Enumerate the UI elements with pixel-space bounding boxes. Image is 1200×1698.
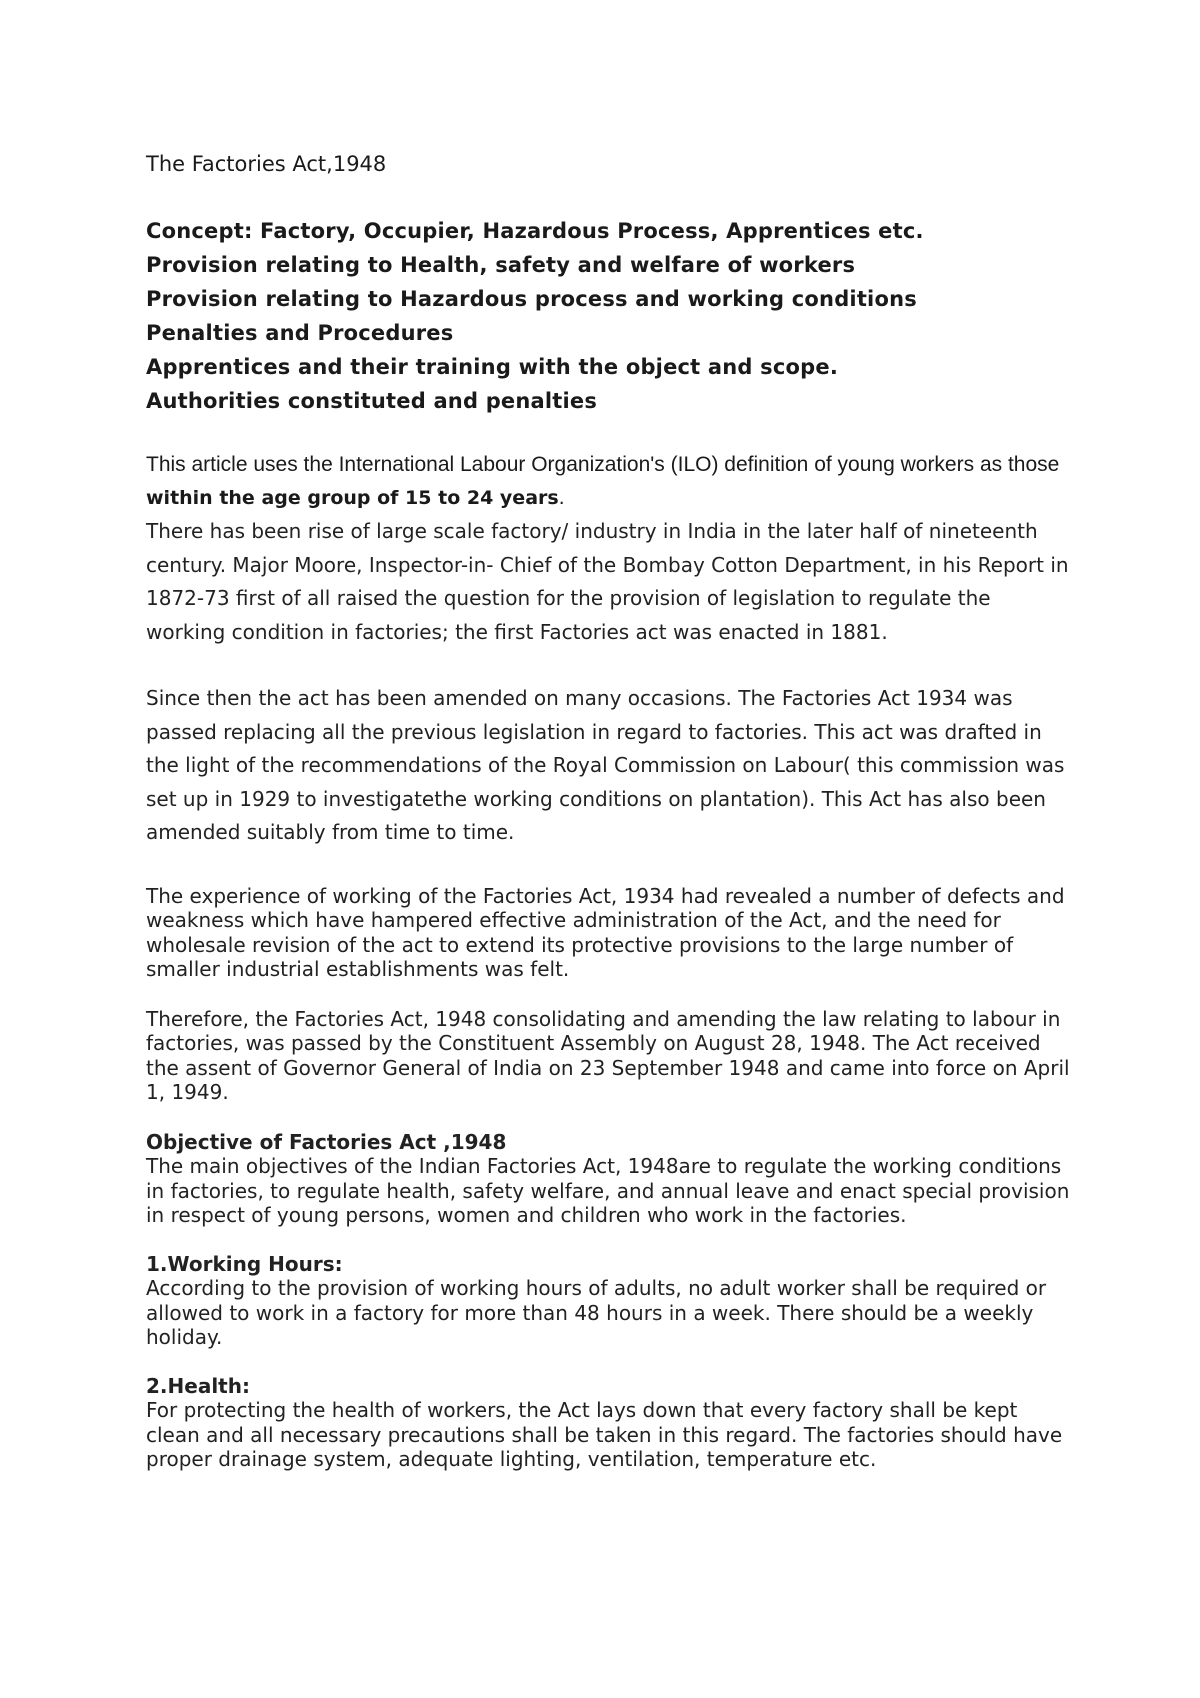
history-paragraph: There has been rise of large scale factory/ industry in India in the later half of nineteenth century. Major Moore, Inspector-in- Chief of the Bombay Cotton Department, in his Report in 1872-73 first of all raised the question for the provision of legislation to regulate the working condition in factories; the first Factories act was enacted in 1881. (146, 519, 1069, 644)
objective-text: The main objectives of the Indian Factories Act, 1948are to regulate the working conditions in factories, to regulate health, safety welfare, and annual leave and enact special provision in respect of young persons, women and children who work in the factories. (146, 1154, 1070, 1227)
ilo-definition-paragraph (146, 448, 1076, 515)
topic-item: Apprentices and their training with the object and scope. (146, 355, 839, 379)
document-title: The Factories Act,1948 (146, 152, 387, 176)
health-heading: 2.Health: (146, 1373, 250, 1398)
topic-item: Concept: Factory, Occupier, Hazardous Process, Apprentices etc. (146, 219, 924, 243)
objective-heading: Objective of Factories Act ,1948 (146, 1129, 507, 1154)
therefore-paragraph: Therefore, the Factories Act, 1948 consolidating and amending the law relating to labour in factories, was passed by the Constituent Assembly on August 28, 1948. The Act received the assent of Governor General of India on 23 September 1948 and came into force on April 1, 1949. (146, 1006, 1070, 1104)
working-hours-text: According to the provision of working hours of adults, no adult worker shall be required or allowed to work in a factory for more than 48 hours in a week. There should be a weekly holiday. (146, 1276, 1047, 1349)
ilo-age-group: within the age group of 15 to 24 years (146, 487, 559, 509)
ilo-text-after: . (558, 486, 565, 509)
document-page (146, 150, 1076, 1472)
topic-item: Penalties and Procedures (146, 321, 454, 345)
topic-item: Provision relating to Hazardous process and working conditions (146, 287, 917, 311)
health-text: For protecting the health of workers, the Act lays down that every factory shall be kept clean and all necessary precautions shall be taken in this regard. The factories should have proper drainage system, adequate lighting, ventilation, temperature etc. (146, 1398, 1063, 1471)
topic-list (146, 214, 1076, 418)
ilo-text-before: This article uses the International Labour Organization's (ILO) definition of young workers as those (146, 453, 1060, 476)
working-hours-heading: 1.Working Hours: (146, 1251, 343, 1276)
experience-paragraph: The experience of working of the Factories Act, 1934 had revealed a number of defects and weakness which have hampered effective administration of the Act, and the need for wholesale revision of the act to extend its protective provisions to the large number of smaller industrial establishments was felt. (146, 883, 1065, 981)
topic-item: Authorities constituted and penalties (146, 389, 598, 413)
amendment-paragraph: Since then the act has been amended on many occasions. The Factories Act 1934 was passed replacing all the previous legislation in regard to factories. This act was drafted in the light of the recommendations of the Royal Commission on Labour( this commission was set up in 1929 to investigatethe working conditions on plantation). This Act has also been amended suitably from time to time. (146, 686, 1065, 844)
topic-item: Provision relating to Health, safety and welfare of workers (146, 253, 856, 277)
